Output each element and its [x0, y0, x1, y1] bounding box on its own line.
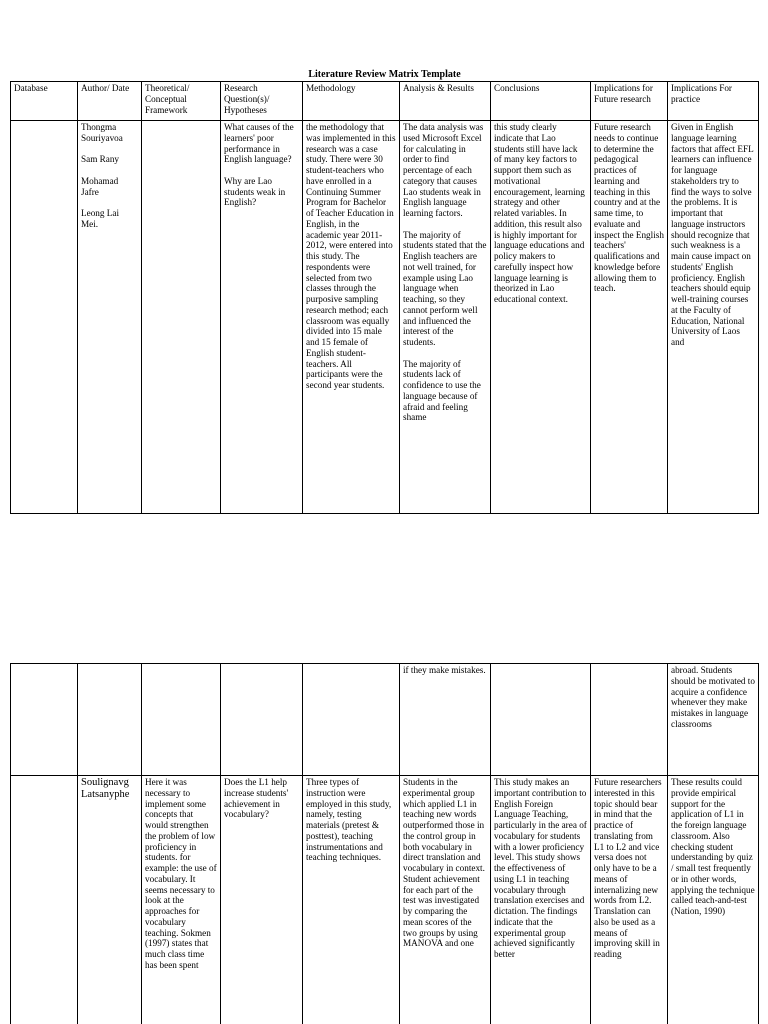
cell-future-research: Future research needs to continue to determine the pedagogical practices of learning and teaching in this country and at the same time, to evaluate and inspect the English teachers' qualifications and knowledge before allowing them to teach. [591, 121, 668, 514]
cell-analysis-results: Students in the experimental group which applied L1 in teaching new words outperformed those in the control group in both vocabulary in direct translation and vocabulary in context. Student achievement for each part of the test was investigated by comparing the mean scores of the two groups by using MANOVA and one [400, 776, 491, 1024]
author-name: Thongma Souriyavoa [81, 122, 123, 143]
cell-methodology [303, 664, 400, 776]
cell-practice: These results could provide empirical support for the application of L1 in the foreign language classroom. Also checking student understanding by quiz / small test frequently or in other words, applying the technique called teach-and-test (Nation, 1990) [668, 776, 759, 1024]
cell-database [11, 664, 78, 776]
header-methodology: Methodology [303, 82, 400, 121]
cell-conclusions: this study clearly indicate that Lao students still have lack of many key factors to support them such as motivational encouragement, learning strategy and other related variables. In addition, this result also is highly important for language educations and policy makers to carefully inspect how language learning is theorized in Lao educational context. [491, 121, 591, 514]
cell-database [11, 121, 78, 514]
header-research-questions: Research Question(s)/ Hypotheses [221, 82, 303, 121]
author-name: Sam Rany [81, 154, 120, 165]
header-future-research: Implications for Future research [591, 82, 668, 121]
literature-matrix-table-continued [10, 663, 759, 1024]
analysis-paragraph: The majority of students stated that the English teachers are not well trained, for example using Lao language when teaching, so they cannot perform well and influenced the interest of the students. [403, 229, 487, 347]
cell-authors [78, 664, 142, 776]
document-title: Literature Review Matrix Template [308, 69, 461, 80]
header-database: Database [11, 82, 78, 121]
header-conclusions: Conclusions [491, 82, 591, 121]
cell-conclusions [491, 664, 591, 776]
cell-database [11, 776, 78, 1024]
research-question: Why are Lao students weak in English? [224, 175, 286, 208]
cell-methodology: the methodology that was implemented in this research was a case study. There were 30 student-teachers who have enrolled in a Continuing Summer Program for Bachelor of Teacher Education in English, in the academic year 2011-2012, were entered into this study. The respondents were selected from two classes through the purposive sampling research method; each classroom was equally divided into 15 male and 15 female of English student-teachers. All participants were the second year students. [303, 121, 400, 514]
cell-authors: Soulignavg Latsanyphe [78, 776, 142, 1024]
table-row [11, 121, 759, 514]
cell-practice: Given in English language learning factors that affect EFL learners can influence for language stakeholders try to find the ways to solve the problems. It is important that language instructors should recognize that such weakness is a main cause impact on students' English proficiency. English teachers should equip well-training courses at the Faculty of Education, National University of Laos and [668, 121, 759, 514]
cell-research-questions [221, 664, 303, 776]
cell-research-questions: Does the L1 help increase students' achievement in vocabulary? [221, 776, 303, 1024]
author-name: Mohamad Jafre [81, 175, 119, 197]
literature-matrix-table [10, 81, 759, 514]
cell-framework: Here it was necessary to implement some concepts that would strengthen the problem of low proficiency in students. for example: the use of vocabulary. It seems necessary to look at the approaches for vocabulary teaching. Sokmen (1997) states that much class time has been spent [142, 776, 221, 1024]
table-row [11, 776, 759, 1024]
header-analysis-results: Analysis & Results [400, 82, 491, 121]
header-author-date: Author/ Date [78, 82, 142, 121]
cell-conclusions: This study makes an important contribution to English Foreign Language Teaching, particularly in the area of vocabulary for students with a lower proficiency level. This study shows the effectiveness of using L1 in teaching vocabulary through translation exercises and dictation. The findings indicate that the experimental group achieved significantly better [491, 776, 591, 1024]
cell-framework [142, 121, 221, 514]
header-framework: Theoretical/ Conceptual Framework [142, 82, 221, 121]
cell-framework [142, 664, 221, 776]
cell-future-research: Future researchers interested in this topic should bear in mind that the practice of translating from L1 to L2 and vice versa does not only have to be a means of internalizing new words from L2. Translation can also be used as a means of improving skill in reading [591, 776, 668, 1024]
author-name: Leong Lai Mei. [81, 208, 120, 229]
table-row-continued [11, 664, 759, 776]
cell-practice: abroad. Students should be motivated to acquire a confidence whenever they make mistakes in language classrooms [668, 664, 759, 776]
cell-future-research [591, 664, 668, 776]
cell-authors [78, 121, 142, 514]
header-practice: Implications For practice [668, 82, 759, 121]
cell-methodology: Three types of instruction were employed in this study, namely, testing materials (pretest & posttest), teaching instrumentations and teaching techniques. [303, 776, 400, 1024]
cell-analysis-results: if they make mistakes. [400, 664, 491, 776]
cell-analysis-results [400, 121, 491, 514]
research-question: What causes of the learners' poor performance in English language? [224, 122, 294, 165]
analysis-paragraph: The majority of students lack of confidence to use the language because of afraid and feeling shame [403, 358, 481, 423]
cell-research-questions [221, 121, 303, 514]
analysis-paragraph: The data analysis was used Microsoft Excel for calculating in order to find percentage of each category that causes Lao students weak in English language learning factors. [403, 122, 484, 218]
header-row [11, 82, 759, 121]
